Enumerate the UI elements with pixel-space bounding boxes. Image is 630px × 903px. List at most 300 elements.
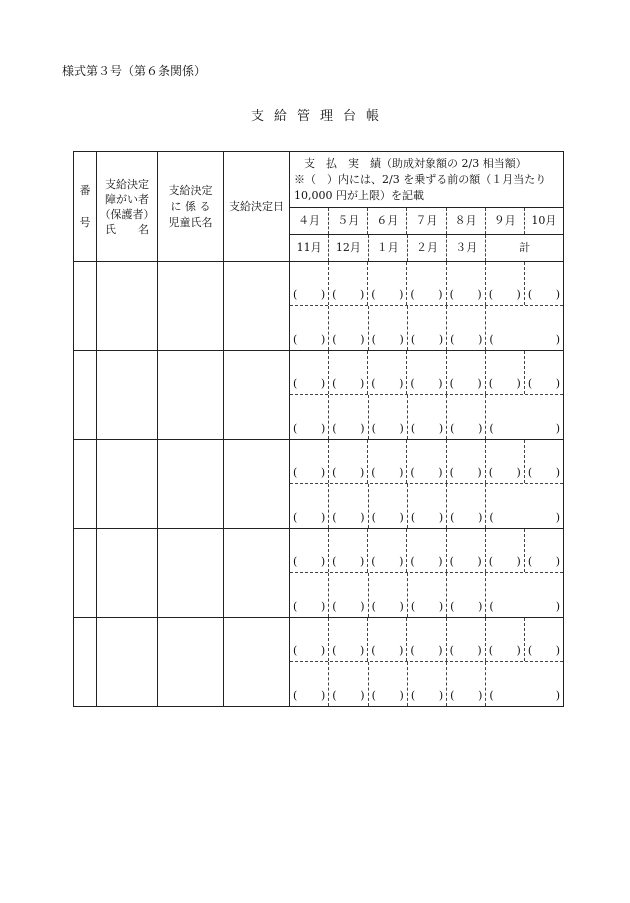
guardian-name-cell[interactable]: [97, 351, 158, 440]
amount-cell[interactable]: [447, 618, 486, 661]
header-child-name: [158, 152, 224, 262]
paren-open: (: [489, 689, 494, 702]
paren-open: (: [449, 466, 454, 479]
paren-open: (: [489, 422, 494, 435]
amount-cell[interactable]: [486, 440, 525, 483]
month-12: ３月: [447, 235, 486, 261]
paren-open: (: [293, 466, 298, 479]
paren-close: ): [478, 422, 483, 435]
paren-open: (: [449, 644, 454, 657]
paren-open: (: [371, 600, 376, 613]
amount-parentheses: [410, 466, 442, 479]
paren-close: ): [555, 377, 560, 390]
amount-parentheses: [450, 377, 482, 390]
paren-open: (: [449, 555, 454, 568]
payment-row-bottom: [290, 573, 563, 617]
paren-open: (: [293, 511, 298, 524]
amount-cell[interactable]: [290, 662, 329, 706]
amount-parentheses: [528, 466, 560, 479]
amount-cell[interactable]: [368, 351, 407, 394]
paren-close: ): [399, 555, 404, 568]
paren-open: (: [410, 644, 415, 657]
amount-cell[interactable]: [329, 529, 368, 572]
paren-open: (: [527, 555, 533, 568]
amount-cell[interactable]: [369, 484, 408, 528]
paren-open: (: [450, 600, 455, 613]
paren-close: ): [399, 333, 404, 346]
amount-parentheses: [450, 555, 482, 568]
month-4: ７月: [407, 208, 446, 234]
paren-open: (: [449, 377, 454, 390]
amount-cell[interactable]: [290, 306, 329, 350]
amount-cell[interactable]: [368, 440, 407, 483]
amount-cell[interactable]: [369, 573, 408, 617]
amount-cell[interactable]: [290, 618, 329, 661]
amount-cell[interactable]: [290, 351, 329, 394]
amount-cell[interactable]: [290, 573, 329, 617]
paren-close: ): [478, 600, 483, 613]
paren-open: (: [371, 377, 376, 390]
paren-open: (: [410, 555, 415, 568]
paren-open: (: [332, 511, 337, 524]
number-cell[interactable]: [74, 262, 97, 351]
amount-parentheses: [528, 644, 560, 657]
amount-cell[interactable]: [447, 306, 486, 350]
payment-cell: [290, 618, 564, 707]
paren-close: ): [516, 466, 521, 479]
amount-parentheses: [410, 644, 442, 657]
paren-open: (: [450, 689, 455, 702]
amount-cell[interactable]: [369, 395, 408, 439]
amount-cell[interactable]: [447, 573, 486, 617]
child-name-cell[interactable]: [158, 529, 224, 618]
paren-open: (: [450, 333, 455, 346]
amount-cell[interactable]: [486, 618, 525, 661]
amount-cell[interactable]: [290, 440, 329, 483]
amount-cell[interactable]: [486, 351, 525, 394]
paren-close: ): [320, 689, 326, 702]
amount-parentheses: [293, 333, 325, 346]
amount-cell[interactable]: [447, 529, 486, 572]
month-6: ９月: [486, 208, 525, 234]
amount-parentheses: [489, 511, 560, 524]
payment-cell: [290, 262, 564, 351]
paren-close: ): [359, 466, 365, 479]
guardian-name-cell[interactable]: [97, 618, 158, 707]
paren-close: ): [438, 422, 444, 435]
amount-cell[interactable]: [525, 351, 563, 394]
decision-date-cell[interactable]: [224, 351, 290, 440]
amount-cell[interactable]: [329, 618, 368, 661]
amount-parentheses: [489, 466, 521, 479]
paren-close: ): [399, 466, 404, 479]
amount-parentheses: [489, 422, 560, 435]
amount-cell[interactable]: [486, 395, 563, 439]
header-guardian-name: [97, 152, 158, 262]
amount-cell[interactable]: [290, 529, 329, 572]
amount-cell[interactable]: [525, 529, 563, 572]
month-5: ８月: [447, 208, 486, 234]
paren-open: (: [489, 333, 494, 346]
paren-open: (: [293, 422, 298, 435]
amount-parentheses: [489, 555, 521, 568]
paren-open: (: [449, 288, 454, 301]
paren-close: ): [477, 288, 482, 301]
amount-parentheses: [371, 644, 403, 657]
amount-cell[interactable]: [525, 440, 563, 483]
paren-open: (: [371, 689, 376, 702]
paren-close: ): [555, 511, 560, 524]
amount-cell[interactable]: [329, 351, 368, 394]
amount-cell[interactable]: [525, 618, 563, 661]
months-row-2: [290, 235, 564, 262]
table-row: [74, 262, 564, 351]
amount-cell[interactable]: [525, 262, 563, 305]
paren-open: (: [332, 600, 337, 613]
paren-open: (: [410, 377, 415, 390]
amount-parentheses: [450, 466, 482, 479]
header-number-2: 号: [79, 215, 91, 229]
decision-date-cell[interactable]: [224, 262, 290, 351]
payment-row-bottom: [290, 395, 563, 439]
amount-parentheses: [371, 288, 403, 301]
paren-close: ): [359, 555, 365, 568]
amount-cell[interactable]: [290, 484, 329, 528]
number-cell[interactable]: [74, 351, 97, 440]
amount-parentheses: [293, 689, 325, 702]
paren-close: ): [438, 466, 443, 479]
paren-open: (: [410, 333, 416, 346]
paren-close: ): [359, 644, 365, 657]
paren-open: (: [488, 466, 493, 479]
paren-close: ): [438, 288, 443, 301]
month-3: ６月: [368, 208, 407, 234]
amount-cell[interactable]: [329, 484, 368, 528]
amount-parentheses: [372, 689, 404, 702]
paren-close: ): [516, 288, 521, 301]
amount-parentheses: [372, 422, 404, 435]
amount-cell[interactable]: [486, 529, 525, 572]
payment-cell: [290, 529, 564, 618]
paren-close: ): [555, 333, 560, 346]
amount-cell[interactable]: [369, 306, 408, 350]
amount-parentheses: [372, 511, 404, 524]
paren-open: (: [332, 377, 337, 390]
header-number: [74, 152, 97, 262]
paren-open: (: [371, 466, 376, 479]
paren-close: ): [516, 377, 521, 390]
amount-parentheses: [293, 288, 325, 301]
payment-row-top: [290, 262, 563, 306]
amount-parentheses: [450, 333, 482, 346]
table-row: [74, 440, 564, 529]
amount-parentheses: [489, 644, 521, 657]
paren-open: (: [488, 377, 493, 390]
paren-close: ): [320, 555, 326, 568]
paren-open: (: [410, 600, 416, 613]
header-child-1: 支給決定: [168, 183, 213, 197]
amount-cell[interactable]: [329, 573, 368, 617]
header-guardian-2: 障がい者: [105, 192, 149, 206]
amount-parentheses: [450, 689, 482, 702]
payment-row-top: [290, 529, 563, 573]
amount-cell[interactable]: [486, 306, 563, 350]
amount-parentheses: [293, 422, 325, 435]
number-cell[interactable]: [74, 618, 97, 707]
payment-cell: [290, 351, 564, 440]
child-name-cell[interactable]: [158, 618, 224, 707]
paren-open: (: [450, 422, 455, 435]
paren-open: (: [293, 377, 298, 390]
amount-parentheses: [332, 511, 364, 524]
paren-open: (: [488, 644, 493, 657]
paren-close: ): [478, 333, 483, 346]
paren-open: (: [450, 511, 455, 524]
paren-open: (: [489, 511, 494, 524]
paren-open: (: [293, 689, 298, 702]
payment-cell: [290, 440, 564, 529]
paren-open: (: [332, 288, 337, 301]
table-row: [74, 529, 564, 618]
paren-close: ): [359, 377, 365, 390]
guardian-name-cell[interactable]: [97, 529, 158, 618]
paren-close: ): [320, 466, 326, 479]
amount-cell[interactable]: [486, 573, 563, 617]
amount-parentheses: [332, 689, 364, 702]
child-name-cell[interactable]: [158, 351, 224, 440]
amount-parentheses: [332, 644, 364, 657]
amount-cell[interactable]: [408, 662, 447, 706]
amount-cell[interactable]: [407, 618, 446, 661]
amount-parentheses: [371, 555, 403, 568]
paren-open: (: [293, 288, 298, 301]
paren-open: (: [371, 422, 376, 435]
table-row: [74, 351, 564, 440]
paren-close: ): [360, 600, 365, 613]
paren-close: ): [555, 288, 560, 301]
month-1: ４月: [290, 208, 329, 234]
amount-cell[interactable]: [447, 662, 486, 706]
payment-row-top: [290, 351, 563, 395]
amount-cell[interactable]: [329, 395, 368, 439]
amount-cell[interactable]: [408, 306, 447, 350]
amount-cell[interactable]: [329, 662, 368, 706]
payment-title: 支 払 実 績（助成対象額の 2/3 相当額）: [304, 157, 527, 170]
payment-row-top: [290, 440, 563, 484]
amount-parentheses: [411, 422, 443, 435]
paren-close: ): [516, 644, 521, 657]
paren-open: (: [527, 466, 533, 479]
paren-close: ): [555, 466, 560, 479]
paren-close: ): [438, 555, 443, 568]
paren-open: (: [410, 288, 415, 301]
paren-open: (: [410, 422, 416, 435]
paren-open: (: [371, 288, 376, 301]
paren-close: ): [399, 644, 404, 657]
paren-open: (: [410, 689, 416, 702]
amount-parentheses: [411, 333, 443, 346]
amount-parentheses: [332, 422, 364, 435]
paren-open: (: [293, 333, 298, 346]
paren-open: (: [332, 644, 337, 657]
paren-open: (: [410, 466, 415, 479]
amount-parentheses: [528, 555, 560, 568]
paren-close: ): [478, 511, 483, 524]
paren-open: (: [332, 422, 337, 435]
paren-close: ): [438, 333, 444, 346]
payment-note: ※（ ）内には、2/3 を乗ずる前の額（１月当たり 10,000 円が上限）を記載: [294, 173, 547, 202]
amount-parentheses: [293, 555, 325, 568]
decision-date-cell[interactable]: [224, 529, 290, 618]
amount-cell[interactable]: [408, 484, 447, 528]
paren-close: ): [320, 377, 326, 390]
paren-close: ): [438, 511, 444, 524]
paren-open: (: [371, 511, 376, 524]
amount-parentheses: [371, 377, 403, 390]
paren-close: ): [516, 555, 521, 568]
paren-open: (: [332, 689, 337, 702]
paren-open: (: [293, 644, 298, 657]
amount-parentheses: [371, 466, 403, 479]
amount-parentheses: [489, 600, 560, 613]
amount-cell[interactable]: [408, 395, 447, 439]
header-child-3: 児童氏名: [168, 215, 213, 229]
amount-cell[interactable]: [407, 262, 446, 305]
amount-cell[interactable]: [290, 395, 329, 439]
paren-open: (: [527, 644, 533, 657]
paren-close: ): [320, 288, 326, 301]
guardian-name-cell[interactable]: [97, 262, 158, 351]
amount-cell[interactable]: [447, 262, 486, 305]
amount-parentheses: [410, 377, 442, 390]
child-name-cell[interactable]: [158, 262, 224, 351]
amount-parentheses: [332, 288, 364, 301]
paren-open: (: [293, 555, 298, 568]
paren-close: ): [478, 689, 483, 702]
amount-cell[interactable]: [447, 351, 486, 394]
paren-close: ): [320, 644, 326, 657]
amount-cell[interactable]: [486, 262, 525, 305]
amount-cell[interactable]: [368, 529, 407, 572]
amount-cell[interactable]: [368, 262, 407, 305]
amount-cell[interactable]: [369, 662, 408, 706]
month-11: ２月: [408, 235, 447, 261]
paren-close: ): [555, 422, 560, 435]
paren-close: ): [477, 644, 482, 657]
amount-parentheses: [332, 377, 364, 390]
paren-open: (: [488, 555, 493, 568]
paren-close: ): [477, 377, 482, 390]
amount-parentheses: [332, 555, 364, 568]
amount-cell[interactable]: [407, 529, 446, 572]
number-cell[interactable]: [74, 440, 97, 529]
payment-row-bottom: [290, 306, 563, 350]
paren-close: ): [438, 689, 444, 702]
month-8: 11月: [290, 235, 329, 261]
amount-parentheses: [489, 689, 560, 702]
paren-close: ): [555, 644, 560, 657]
amount-cell[interactable]: [407, 351, 446, 394]
amount-parentheses: [450, 511, 482, 524]
child-name-cell[interactable]: [158, 440, 224, 529]
amount-cell[interactable]: [368, 618, 407, 661]
amount-cell[interactable]: [447, 395, 486, 439]
paren-close: ): [555, 689, 560, 702]
number-cell[interactable]: [74, 529, 97, 618]
paren-close: ): [399, 600, 404, 613]
page-title: 支給管理台帳: [250, 109, 389, 124]
paren-open: (: [410, 511, 416, 524]
decision-date-cell[interactable]: [224, 440, 290, 529]
paren-close: ): [438, 644, 443, 657]
payment-row-bottom: [290, 484, 563, 528]
amount-cell[interactable]: [486, 484, 563, 528]
paren-close: ): [320, 600, 326, 613]
decision-date-cell[interactable]: [224, 618, 290, 707]
header-decision-date: 支給決定日: [224, 152, 290, 262]
paren-close: ): [399, 422, 404, 435]
amount-cell[interactable]: [407, 440, 446, 483]
amount-parentheses: [332, 600, 364, 613]
amount-parentheses: [411, 511, 443, 524]
paren-close: ): [360, 333, 365, 346]
month-9: 12月: [329, 235, 368, 261]
paren-open: (: [488, 288, 493, 301]
amount-parentheses: [489, 377, 521, 390]
amount-parentheses: [528, 288, 560, 301]
amount-parentheses: [372, 333, 404, 346]
paren-close: ): [360, 422, 365, 435]
paren-close: ): [399, 689, 404, 702]
paren-open: (: [332, 466, 337, 479]
amount-parentheses: [489, 333, 560, 346]
amount-cell[interactable]: [408, 573, 447, 617]
paren-open: (: [332, 333, 337, 346]
header-number-1: 番: [79, 183, 91, 197]
paren-close: ): [399, 288, 404, 301]
amount-parentheses: [332, 333, 364, 346]
paren-close: ): [555, 555, 560, 568]
guardian-name-cell[interactable]: [97, 440, 158, 529]
paren-open: (: [371, 555, 376, 568]
amount-cell[interactable]: [486, 662, 563, 706]
header-guardian-3: （保護者）: [99, 207, 155, 221]
amount-cell[interactable]: [447, 440, 486, 483]
amount-parentheses: [293, 644, 325, 657]
month-2: ５月: [329, 208, 368, 234]
amount-parentheses: [450, 644, 482, 657]
paren-open: (: [527, 288, 533, 301]
amount-cell[interactable]: [329, 262, 368, 305]
header-guardian-4: 氏 名: [105, 222, 149, 236]
amount-parentheses: [410, 288, 442, 301]
total-label: 計: [519, 241, 531, 254]
amount-cell[interactable]: [329, 306, 368, 350]
header-payment: [290, 152, 564, 208]
header-guardian-1: 支給決定: [105, 177, 149, 191]
amount-cell[interactable]: [290, 262, 329, 305]
amount-cell[interactable]: [329, 440, 368, 483]
amount-cell[interactable]: [447, 484, 486, 528]
paren-close: ): [320, 422, 326, 435]
paren-close: ): [477, 555, 482, 568]
month-10: １月: [369, 235, 408, 261]
paren-close: ): [399, 511, 404, 524]
header-child-2: に 係 る: [170, 199, 211, 213]
paren-open: (: [527, 377, 533, 390]
payment-row-bottom: [290, 662, 563, 706]
form-number: 様式第３号（第６条関係）: [62, 64, 207, 78]
